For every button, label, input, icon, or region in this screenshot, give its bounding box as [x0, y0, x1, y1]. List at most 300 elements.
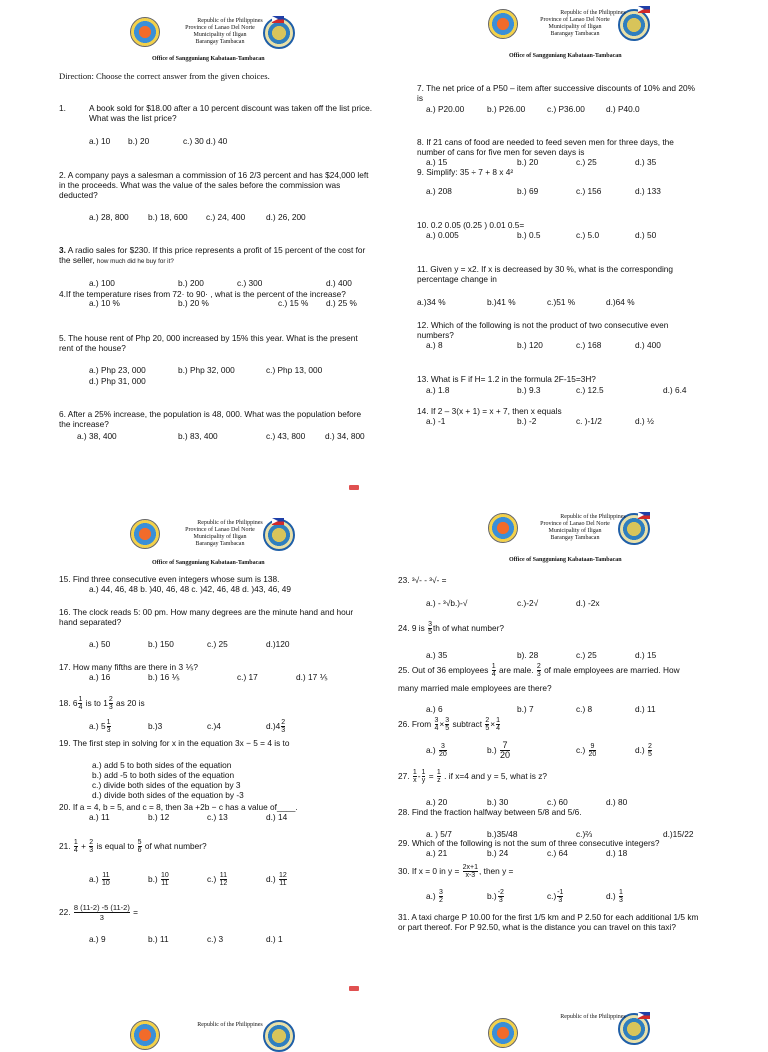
choice-a: a.) 15: [426, 157, 448, 167]
header-province: Province of Lanao Del Norte: [540, 521, 610, 527]
question-6: 6. After a 25% increase, the population is 48, 000. What was the population before the increase?: [59, 409, 362, 429]
denominator: 3: [89, 847, 94, 855]
choice-c: c.) 64: [547, 848, 568, 858]
choice-b: b.) 30: [487, 797, 509, 807]
question-25: [398, 662, 680, 678]
choice-a: a.) 21: [426, 848, 448, 858]
numerator: 2: [89, 839, 94, 847]
numerator: 5: [137, 839, 142, 847]
equals-sign: =: [428, 771, 434, 781]
choice-c: c.) 156: [576, 186, 602, 196]
choice-b-label: b.): [487, 745, 497, 755]
choice-d: d.) 35: [635, 157, 657, 167]
choice-d: d.) -2x: [576, 598, 600, 608]
question-7: 7. The net price of a P50 – item after successive discounts of 10% and 20% is: [417, 83, 695, 103]
equals-sign: =: [133, 907, 139, 917]
choice-b: b.)41 %: [487, 297, 516, 307]
fraction: [74, 839, 78, 854]
fraction: [102, 872, 110, 887]
choice-c: c.) 5.0: [576, 230, 600, 240]
header-republic: Republic of the Philippines: [560, 1014, 626, 1020]
fraction: [557, 889, 563, 904]
header-office: Office of Sangguniang Kabataan-Tambacan: [152, 560, 265, 566]
sk-logo-icon: [488, 1018, 518, 1048]
choice-d: d.) Php 31, 000: [89, 376, 146, 386]
fraction: [439, 743, 447, 758]
choice-c-label: c.): [207, 874, 217, 884]
choice-c-label: c.): [547, 891, 557, 901]
worksheet-page-2: [0, 512, 768, 1012]
choice-c: c.) 17: [237, 672, 258, 682]
question-27-part: 27.: [398, 771, 410, 781]
header-office: Office of Sangguniang Kabataan-Tambacan: [509, 53, 622, 59]
question-29: 29. Which of the following is not the sum of three consecutive integers?: [398, 838, 660, 848]
denominator: 2: [439, 897, 443, 905]
denominator: 10: [102, 880, 110, 888]
choice-b: b.) 83, 400: [178, 431, 218, 441]
numerator: 2: [108, 696, 113, 704]
fraction: [500, 741, 510, 760]
denominator: 5: [428, 629, 432, 637]
numerator: 3: [445, 717, 450, 725]
choice-a: a.) 38, 400: [77, 431, 117, 441]
choice-b: b.)35/48: [487, 829, 518, 839]
denominator: 5: [445, 725, 450, 733]
question-19: 19. The first step in solving for x in the equation 3x − 5 = 4 is to: [59, 738, 290, 748]
choice-d-label: d.): [635, 745, 645, 755]
question-24-part: th of what number?: [432, 623, 505, 633]
fraction: [413, 769, 417, 784]
choice-b: b.) Php 32, 000: [178, 365, 235, 375]
choice-b: b.) 0.5: [517, 230, 541, 240]
choice-c: c.) 168: [576, 340, 602, 350]
sk-logo-icon: [130, 1020, 160, 1050]
numerator: 12: [279, 872, 287, 880]
choice-b: [487, 740, 511, 760]
denominator: 20: [500, 750, 511, 761]
choice-d: [606, 886, 624, 906]
numerator: 9: [590, 743, 595, 751]
choice-b: b.) 16 ⅕: [148, 672, 180, 682]
choice-b: b.) add -5 to both sides of the equation: [92, 770, 235, 780]
choice-a: a.)34 %: [417, 297, 446, 307]
choice-a: a. ) 5/7: [426, 829, 452, 839]
choice-a: [426, 740, 448, 760]
question-13: 13. What is F if H= 1.2 in the formula 2F-15=3H?: [417, 374, 596, 384]
denominator: 4: [434, 725, 439, 733]
plus-sign: +: [81, 841, 86, 851]
numerator: 1: [106, 719, 111, 727]
philippine-flag-icon: [638, 6, 650, 13]
choice-a: a.) 20: [426, 797, 448, 807]
denominator: z: [437, 777, 441, 785]
choice-ab: a.) - ³√b.)‐√: [426, 598, 468, 608]
fraction: [281, 719, 285, 734]
question-18-part: is to 1: [83, 698, 108, 708]
choice-a: a.) 10 %: [89, 298, 120, 308]
choice-c: c.)⅔: [576, 829, 593, 839]
fraction: [138, 839, 142, 854]
fraction: [107, 719, 111, 734]
question-22: [59, 902, 138, 922]
choice-d: [635, 740, 653, 760]
choice-c: c.) 8: [576, 704, 593, 714]
choice-b: b). 28: [517, 650, 539, 660]
question-14: 14. If 2 – 3(x + 1) = x + 7, then x equals: [417, 406, 562, 416]
denominator: 11: [161, 880, 169, 888]
header-barangay: Barangay Tambacan: [550, 31, 600, 37]
choice-a: a.) 1.8: [426, 385, 450, 395]
numerator: 3: [428, 621, 432, 629]
choice-a: [426, 886, 444, 906]
choice-b: b.) 24: [487, 848, 509, 858]
denominator: 3: [619, 897, 623, 905]
denominator: 3: [498, 897, 503, 905]
question-28: 28. Find the fraction halfway between 5/8 and 5/6.: [398, 807, 582, 817]
question-1: A book sold for $18.00 after a 10 percent discount was taken off the list price. What was the list price?: [89, 103, 373, 123]
choice-d: d.) P40.0: [606, 104, 640, 114]
choice-b-label: b.): [148, 874, 158, 884]
choice-c: c.) 12.5: [576, 385, 604, 395]
times-sign: ×: [490, 719, 496, 729]
choice-c: c.) 43, 800: [266, 431, 306, 441]
choice-d: d.)15/22: [663, 829, 694, 839]
choice-c: c.) divide both sides of the equation by 3: [92, 780, 241, 790]
numerator: 2: [485, 717, 490, 725]
choice-c: c.) 24, 400: [206, 212, 246, 222]
fraction: [161, 872, 169, 887]
fraction: [422, 769, 426, 784]
header-barangay: Barangay Tambacan: [550, 535, 600, 541]
fraction: [279, 872, 287, 887]
question-30-part: , then y =: [479, 866, 514, 876]
fraction: [109, 696, 113, 711]
header-barangay: Barangay Tambacan: [195, 541, 245, 547]
question-number: 1.: [59, 103, 66, 113]
choice-d: d.)120: [266, 639, 290, 649]
numerator: 2x+1: [462, 864, 479, 872]
choice-d: d.) 14: [266, 812, 288, 822]
choice-b: b.) 9.3: [517, 385, 541, 395]
fraction: [437, 769, 441, 784]
question-3-text: A radio sales for $230. If this price represents a profit of 15 percent of the cost for the seller,: [59, 245, 366, 265]
question-26-part: 26. From: [398, 719, 432, 729]
choice-b: b.) 18, 600: [148, 212, 188, 222]
numerator: 3: [439, 889, 443, 897]
choice-d-label: d.): [266, 874, 276, 884]
denominator: 3: [99, 913, 104, 923]
numerator: 2: [536, 663, 541, 671]
choice-c: c.)51 %: [547, 297, 576, 307]
question-number: 3.: [59, 245, 66, 255]
choice-d: d.) 80: [606, 797, 628, 807]
philippine-flag-icon: [638, 512, 650, 519]
choice-a-label: a.) 5: [89, 721, 106, 731]
question-26: [398, 715, 501, 733]
choice-d: d.)64 %: [606, 297, 635, 307]
choice-d: d.) 50: [635, 230, 657, 240]
choice-c: c.) 13: [207, 812, 228, 822]
fraction: [492, 663, 496, 678]
numerator: -2: [497, 889, 504, 897]
fraction: [463, 864, 478, 879]
direction-label: Direction:: [59, 71, 94, 81]
choice-c: [576, 740, 597, 760]
header-office: Office of Sangguniang Kabataan-Tambacan: [509, 557, 622, 563]
denominator: y: [421, 777, 426, 785]
choice-a: a.) 10: [89, 136, 111, 146]
denominator: 5: [648, 751, 652, 759]
choice-d: d.) 6.4: [663, 385, 687, 395]
question-12: 12. Which of the following is not the product of two consecutive even numbers?: [417, 320, 669, 340]
fraction: [619, 889, 623, 904]
choice-b: [487, 886, 505, 906]
sk-logo-icon: [130, 17, 160, 47]
question-27-part: . if x=4 and y = 5, what is z?: [444, 771, 547, 781]
question-24-part: 24. 9 is: [398, 623, 425, 633]
question-24: [398, 620, 504, 636]
denominator: 4: [496, 725, 500, 733]
numerator: 11: [219, 872, 228, 880]
question-30-part: 30. If x = 0 in y =: [398, 866, 460, 876]
choice-c: c.) 25: [576, 157, 597, 167]
choice-a: a.) 11: [89, 812, 110, 822]
header-republic: Republic of the Philippines: [197, 520, 263, 526]
numerator: 2: [648, 743, 652, 751]
denominator: 3: [536, 671, 541, 679]
numerator: 11: [102, 872, 110, 880]
choice-b: b.) -2: [517, 416, 537, 426]
header-republic: Republic of the Philippines: [197, 1022, 263, 1028]
choice-c: c.) 3: [207, 934, 224, 944]
choice-d: d.) 133: [635, 186, 661, 196]
worksheet-page-3: [0, 1012, 768, 1028]
numerator: -1: [557, 889, 564, 897]
page-marker-icon: [349, 986, 359, 991]
question-21: [59, 837, 207, 855]
header-municipality: Municipality of Iligan: [548, 24, 602, 30]
choice-d: d.) 25 %: [326, 298, 357, 308]
header-province: Province of Lanao Del Norte: [540, 17, 610, 23]
question-21-part: of what number?: [144, 841, 207, 851]
choice-cd: c.) 30 d.) 40: [183, 136, 228, 146]
question-26-part: subtract: [452, 719, 483, 729]
choice-d: d.) ½: [635, 416, 654, 426]
choice-a: a.) 0.005: [426, 230, 459, 240]
choice-b: b.) 69: [517, 186, 539, 196]
choice-c: c.) 25: [576, 650, 597, 660]
choice-c-label: c.): [576, 745, 586, 755]
choice-c: c.)4: [207, 721, 221, 731]
fraction: [74, 903, 130, 922]
question-3-text-2: how much did he buy for it?: [96, 258, 174, 265]
question-20: 20. If a = 4, b = 5, and c = 8, then 3a +2b − c has a value of____.: [59, 802, 298, 812]
denominator: 4: [491, 671, 496, 679]
choice-a: a.) 9: [89, 934, 106, 944]
question-11: 11. Given y = x2. If x is decreased by 30 %, what is the corresponding percentage change in: [417, 264, 674, 284]
choice-b: b.) 200: [178, 278, 204, 288]
header-republic: Republic of the Philippines: [560, 514, 626, 520]
choice-a: [89, 718, 112, 734]
numerator: 1: [412, 769, 417, 777]
numerator: 3: [440, 743, 445, 751]
header-republic: Republic of the Philippines: [560, 10, 626, 16]
numerator: 1: [619, 889, 623, 897]
fraction: [78, 696, 82, 711]
denominator: 20: [439, 751, 447, 759]
times-sign: ×: [439, 719, 445, 729]
choice-c: c.) 60: [547, 797, 568, 807]
philippine-flag-icon: [638, 1012, 650, 1019]
numerator: 3: [434, 717, 439, 725]
choice-d: [266, 718, 286, 734]
choice-b: b.) 20 %: [178, 298, 209, 308]
fraction: [220, 872, 228, 887]
denominator: 6: [137, 847, 142, 855]
question-18-part: as 20 is: [113, 698, 145, 708]
fraction: [435, 717, 439, 732]
choice-a-label: a.): [426, 745, 436, 755]
choice-a: a.) add 5 to both sides of the equation: [92, 760, 232, 770]
choice-d: d.) 1: [266, 934, 283, 944]
choice-d: d.) 11: [635, 704, 656, 714]
question-15-choices: a.) 44, 46, 48 b. )40, 46, 48 c. )42, 46, 48 d. )43, 46, 49: [89, 584, 292, 594]
question-22-part: 22.: [59, 907, 71, 917]
choice-c: c.) 300: [237, 278, 263, 288]
question-18: [59, 695, 145, 711]
direction: [59, 71, 270, 81]
question-8: 8. If 21 cans of food are needed to feed seven men for three days, the number of cans for five men for seven days is: [417, 137, 674, 157]
choice-c: [207, 869, 228, 889]
header-province: Province of Lanao Del Norte: [185, 527, 255, 533]
denominator: 5: [485, 725, 490, 733]
choice-d-label: d.): [606, 891, 616, 901]
fraction: [498, 889, 504, 904]
denominator: 11: [279, 880, 287, 888]
question-23: 23. ³√‐ - ³√‐ =: [398, 575, 447, 585]
denominator: 4: [78, 704, 83, 712]
numerator: 8 (11-2) -5 (11-2): [73, 903, 130, 913]
sk-logo-icon: [130, 519, 160, 549]
header-municipality: Municipality of Iligan: [193, 534, 247, 540]
header-municipality: Municipality of Iligan: [193, 32, 247, 38]
numerator: 1: [78, 696, 83, 704]
choice-d-label: d.)4: [266, 721, 281, 731]
question-4: 4.If the temperature rises from 72· to 90· , what is the percent of the increase?: [59, 289, 346, 299]
choice-b: b.) 20: [517, 157, 539, 167]
choice-c: c.) Php 13, 000: [266, 365, 323, 375]
choice-a: a.) 28, 800: [89, 212, 129, 222]
choice-a: a.) 35: [426, 650, 448, 660]
choice-c: c.) 15 %: [278, 298, 309, 308]
denominator: 3: [558, 897, 563, 905]
question-25-part: 25. Out of 36 employees: [398, 665, 489, 675]
choice-c: c.) 25: [207, 639, 228, 649]
page-marker-icon: [349, 485, 359, 490]
denominator: x: [413, 777, 417, 785]
choice-b: b.)3: [148, 721, 163, 731]
numerator: 10: [161, 872, 169, 880]
choice-a: a.) 6: [426, 704, 443, 714]
choice-b: b.) 7: [517, 704, 534, 714]
choice-b: b.) 20: [128, 136, 150, 146]
question-21-part: 21.: [59, 841, 71, 851]
denominator: 3: [108, 704, 113, 712]
choice-a: a.) 100: [89, 278, 115, 288]
denominator: 3: [106, 727, 111, 735]
choice-c: c.) P36.00: [547, 104, 585, 114]
question-15: 15. Find three consecutive even integers whose sum is 138.: [59, 574, 280, 584]
choice-c: c. )-1/2: [576, 416, 602, 426]
choice-a: a.) P20.00: [426, 104, 465, 114]
question-16: 16. The clock reads 5: 00 pm. How many degrees are the minute hand and hour hand separated?: [59, 607, 354, 627]
philippine-flag-icon: [272, 518, 284, 525]
numerator: 7: [500, 741, 510, 751]
choice-a-label: a.): [89, 874, 99, 884]
choice-d: [266, 869, 288, 889]
question-27: [398, 767, 547, 785]
denominator: 3: [281, 727, 286, 735]
choice-c: c.)-2√: [517, 598, 539, 608]
denominator: 4: [73, 847, 78, 855]
choice-a: a.) -1: [426, 416, 446, 426]
fraction: [496, 717, 500, 732]
choice-a-label: a.): [426, 891, 436, 901]
choice-b: b.) 11: [148, 934, 169, 944]
question-17: 17. How many fifths are there in 3 ⅕?: [59, 662, 199, 672]
question-25-line-2: many married male employees are there?: [398, 683, 552, 693]
question-25-part: are male.: [498, 665, 534, 675]
question-5: 5. The house rent of Php 20, 000 increased by 15% this year. What is the present rent of the house?: [59, 333, 358, 353]
choice-a: a.) 50: [89, 639, 111, 649]
choice-d: d.) divide both sides of the equation by -3: [92, 790, 244, 800]
choice-b: b.) 12: [148, 812, 170, 822]
numerator: 1: [421, 769, 426, 777]
question-2: 2. A company pays a salesman a commission of 16 2/3 percent and has $24,000 left in the proceeds. What was the value of the sales before the commission was deducted?: [59, 170, 369, 200]
fraction: [89, 839, 93, 854]
choice-b: b.) 150: [148, 639, 174, 649]
fraction: [485, 717, 489, 732]
worksheet-page-1: [0, 0, 768, 500]
numerator: 1: [436, 769, 441, 777]
fraction: [589, 743, 597, 758]
philippine-flag-icon: [272, 16, 284, 23]
choice-d: d.) 400: [635, 340, 661, 350]
fraction: [428, 621, 432, 636]
question-30: [398, 862, 513, 880]
header-barangay: Barangay Tambacan: [195, 39, 245, 45]
choice-b: b.) 120: [517, 340, 543, 350]
fraction: [648, 743, 652, 758]
question-25-part: of male employees are married. How: [544, 665, 680, 675]
choice-c: [547, 886, 564, 906]
choice-d: d.) 34, 800: [325, 431, 365, 441]
sk-logo-icon: [488, 513, 518, 543]
question-10: 10. 0.2 0.05 (0.25 ) 0.01 0.5=: [417, 220, 525, 230]
numerator: 1: [491, 663, 496, 671]
denominator: 12: [219, 880, 228, 888]
sk-logo-icon: [488, 9, 518, 39]
choice-d: d.) 15: [635, 650, 657, 660]
choice-d: d.) 26, 200: [266, 212, 306, 222]
choice-d: d.) 17 ⅕: [296, 672, 328, 682]
choice-b: b.) P26.00: [487, 104, 526, 114]
header-office: Office of Sangguniang Kabataan-Tambacan: [152, 56, 265, 62]
numerator: 2: [281, 719, 286, 727]
denominator: 20: [588, 751, 597, 759]
fraction: [445, 717, 449, 732]
direction-text: Choose the correct answer from the given choices.: [96, 71, 270, 81]
